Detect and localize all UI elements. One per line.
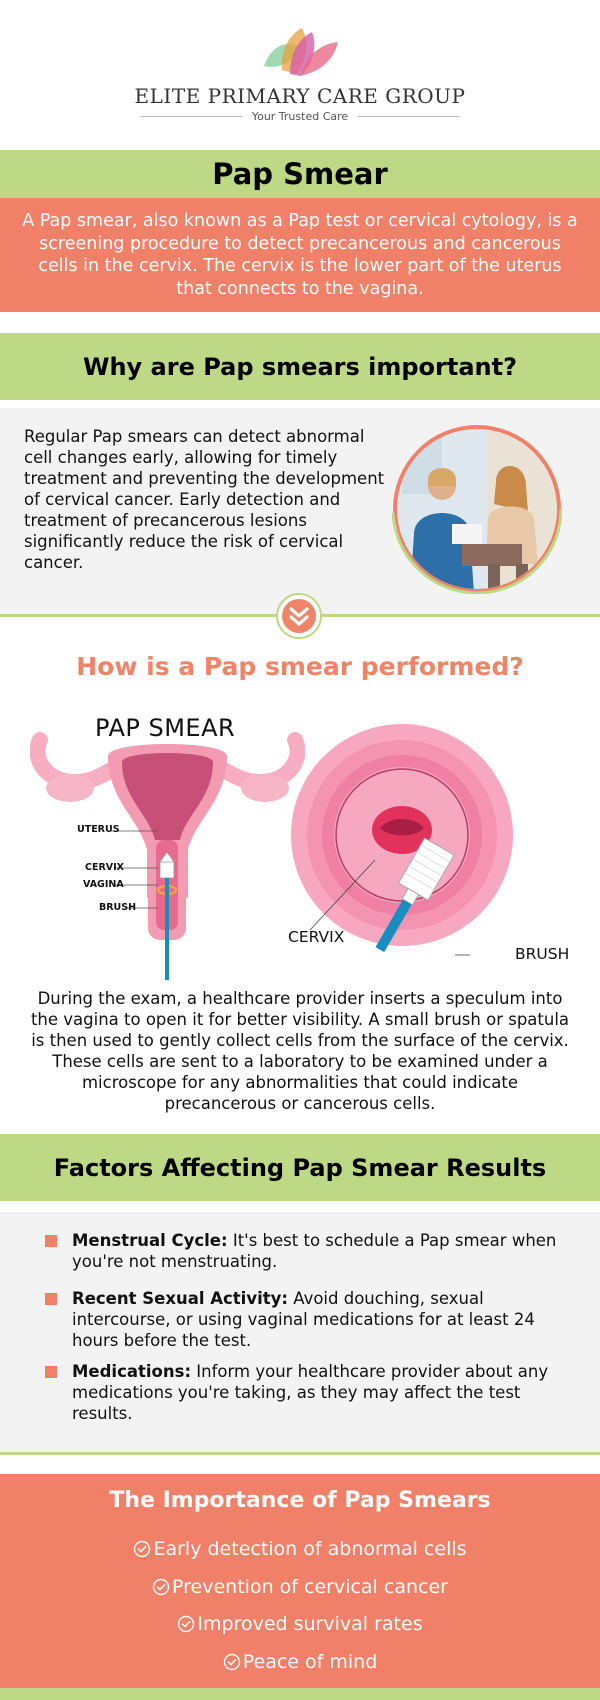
label-brush-large: BRUSH [515,945,570,963]
chevron-down-icon [276,593,322,639]
divider [358,116,460,117]
footer-band [0,1688,600,1700]
label-cervix: CERVIX [85,862,124,873]
factor-text: Avoid douching, sexual intercourse, or using vaginal medications for at least 24 hours before the test. [72,1289,535,1350]
importance-text: Prevention of cervical cancer [172,1576,448,1598]
tagline: Your Trusted Care [251,109,349,123]
factor-label: Menstrual Cycle: [72,1231,228,1250]
diagram-title: PAP SMEAR [95,714,236,742]
intro-text: A Pap smear, also known as a Pap test or cervical cytology, is a screening procedure to detect precancerous and cancerous cells in the cervix. The cervix is the lower part of the uterus that connects to the vagina. [0,198,600,312]
how-text: During the exam, a healthcare provider inserts a speculum into the vagina to open it for better visibility. A small brush or spatula is then used to gently collect cells from the surface of the cervix. These cells are sent to a laboratory to be examined under a microscope for any abnormalities that could indicate precancerous or cancerous cells. [30,989,570,1113]
tagline-row [140,108,460,124]
factor-item [72,1361,572,1424]
label-vagina: VAGINA [83,879,124,890]
label-brush: BRUSH [99,902,137,913]
square-bullet-icon [45,1366,57,1378]
importance-text: Peace of mind [242,1651,378,1673]
importance-title: The Importance of Pap Smears [109,1488,491,1513]
square-bullet-icon [45,1293,57,1305]
factor-text: Inform your healthcare provider about any medications you're taking, as they may affect the test results. [72,1362,549,1423]
section-divider [0,1452,600,1455]
page-title: Pap Smear [0,150,600,198]
label-uterus: UTERUS [77,824,120,835]
importance-item [0,1613,600,1635]
importance-text: Improved survival rates [197,1613,423,1635]
how-title: How is a Pap smear performed? [76,652,524,681]
check-circle-icon [133,1540,151,1558]
importance-item [0,1538,600,1560]
check-circle-icon [152,1578,170,1596]
importance-item [0,1576,600,1598]
why-text: Regular Pap smears can detect abnormal cell changes early, allowing for timely treatment and preventing the development of cervical cancer. Early detection and treatment of precancerous lesions significantly reduce the risk of cervical cancer. [24,427,385,572]
factor-item [72,1230,572,1272]
factor-label: Recent Sexual Activity: [72,1289,288,1308]
factor-label: Medications: [72,1362,192,1381]
check-circle-icon [223,1653,241,1671]
importance-item [0,1651,600,1673]
factors-title: Factors Affecting Pap Smear Results [0,1134,600,1201]
why-title: Why are Pap smears important? [0,333,600,400]
square-bullet-icon [45,1235,57,1247]
label-cervix-large: CERVIX [288,928,345,946]
divider [140,116,242,117]
doctor-patient-photo [392,424,562,594]
factor-item [72,1288,572,1351]
uterus-diagram-icon [30,710,305,980]
importance-text: Early detection of abnormal cells [153,1538,467,1560]
header [0,0,600,150]
brand-name: ELITE PRIMARY CARE GROUP [134,84,466,108]
lotus-logo-icon [260,26,342,82]
factor-text: It's best to schedule a Pap smear when you're not menstruating. [72,1231,557,1271]
check-circle-icon [177,1615,195,1633]
